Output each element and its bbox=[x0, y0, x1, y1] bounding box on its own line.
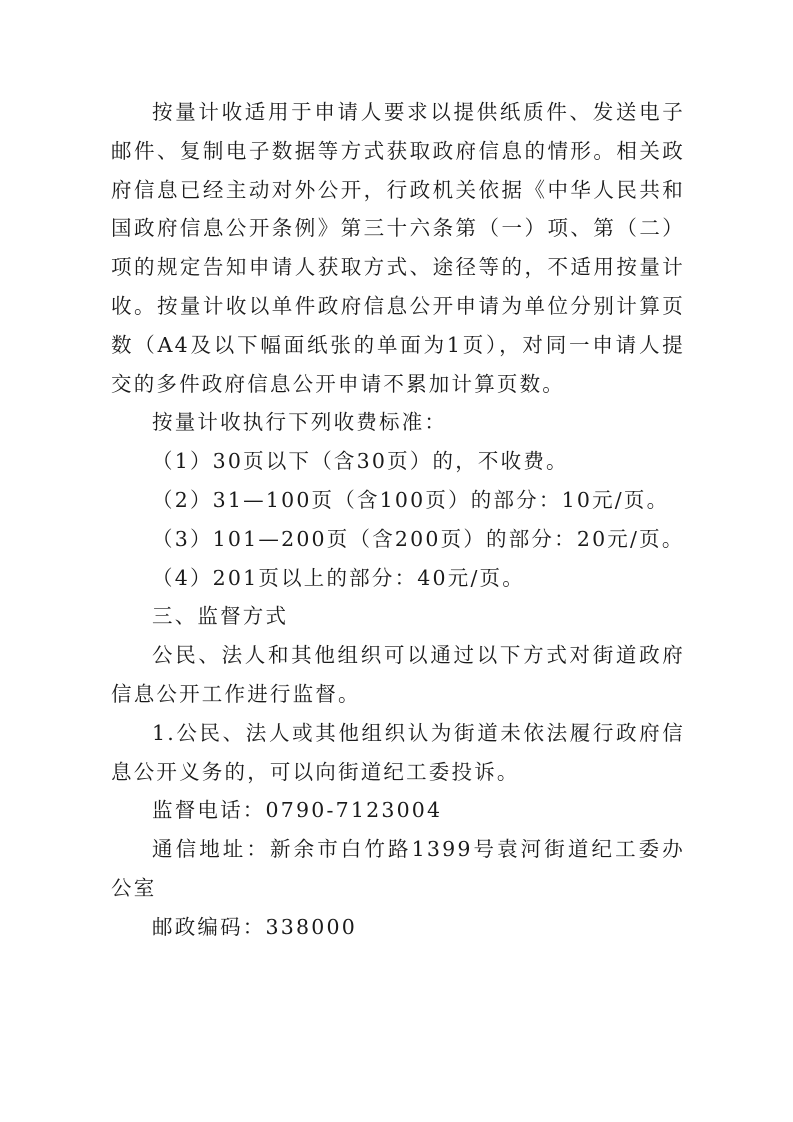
section-heading-supervision: 三、监督方式 bbox=[152, 604, 289, 629]
fee-item-3: （3）101—200页（含200页）的部分：20元/页。 bbox=[152, 526, 685, 551]
paragraph-fee-by-quantity: 按量计收适用于申请人要求以提供纸质件、发送电子邮件、复制电子数据等方式获取政府信息的情形。相关政府信息已经主动对外公开，行政机关依据《中华人民共和国政府信息公开条例》第三十六条第（一）项、第（二）项的规定告知申请人获取方式、途径等的，不适用按量计收。按量计收以单件政府信息公开申请为单位分别计算页数（A4及以下幅面纸张的单面为1页），对同一申请人提交的多件政府信息公开申请不累加计算页数。 bbox=[111, 100, 685, 396]
mailing-address: 通信地址：新余市白竹路1399号袁河街道纪工委办公室 bbox=[111, 837, 685, 900]
postal-code: 邮政编码：338000 bbox=[152, 914, 357, 939]
paragraph-complaint: 1.公民、法人或其他组织认为街道未依法履行政府信息公开义务的，可以向街道纪工委投诉。 bbox=[111, 720, 685, 784]
paragraph-fee-standard-intro: 按量计收执行下列收费标准： bbox=[152, 410, 448, 435]
supervision-phone: 监督电话：0790-7123004 bbox=[152, 798, 443, 823]
paragraph-supervision-intro: 公民、法人和其他组织可以通过以下方式对街道政府信息公开工作进行监督。 bbox=[111, 643, 685, 706]
fee-item-4: （4）201页以上的部分：40元/页。 bbox=[152, 565, 525, 590]
fee-item-1: （1）30页以下（含30页）的，不收费。 bbox=[152, 449, 569, 474]
fee-item-2: （2）31—100页（含100页）的部分：10元/页。 bbox=[152, 487, 670, 512]
